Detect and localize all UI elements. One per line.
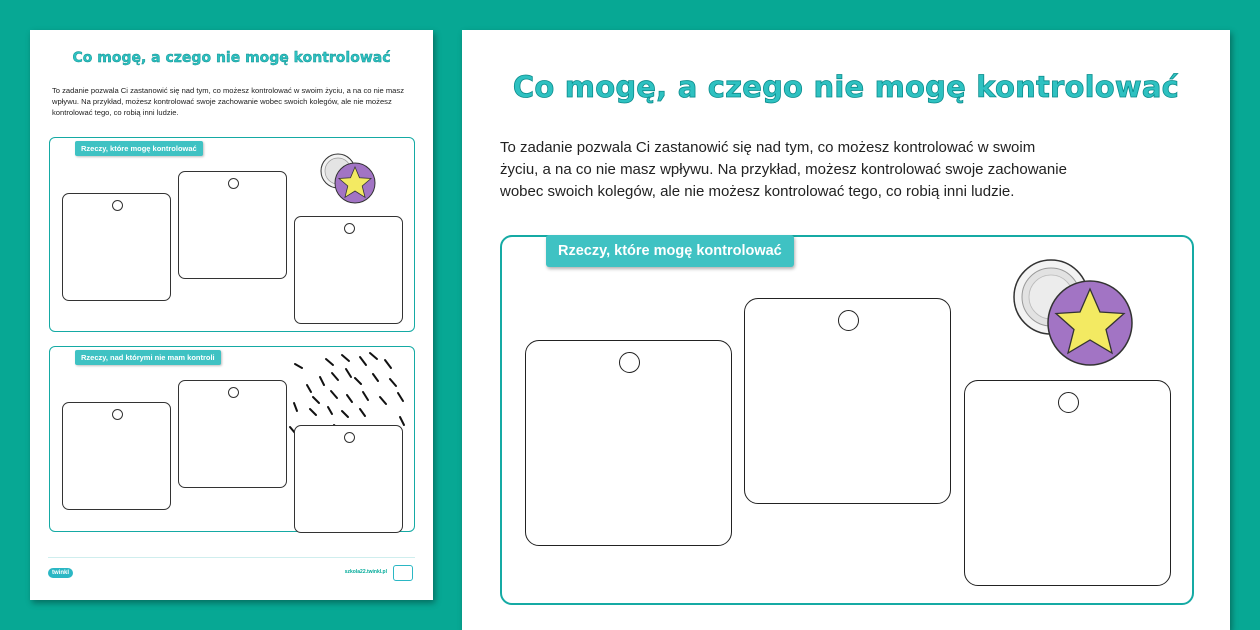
thumbnail-card — [178, 171, 287, 279]
footer-url: szkola22.twinkl.pl — [344, 569, 387, 575]
thumbnail-section-cannot-label: Rzeczy, nad którymi nie mam kontroli — [75, 350, 221, 365]
thumbnail-intro: To zadanie pozwala Ci zastanowić się nad tym, co możesz kontrolować w swoim życiu, a na co nie masz wpływu. Na przykład, możesz kontrolować swoje zachowanie wobec swoich kolegów, ale nie możesz kontrolować tego, co robią inni ludzie. — [52, 86, 404, 117]
intro-text — [500, 137, 1200, 203]
intro-line: To zadanie pozwala Ci zastanowić się nad tym, co możesz kontrolować w swoim — [500, 139, 1036, 156]
twinkl-logo: twinkl — [48, 568, 73, 578]
thumbnail-card — [178, 380, 287, 488]
thumbnail-card — [294, 425, 403, 533]
star-badge-icon — [318, 150, 384, 210]
section-can-control — [500, 235, 1194, 605]
intro-line: życiu, a na co nie masz wpływu. Na przykład, możesz kontrolować swoje zachowanie — [500, 161, 1067, 178]
page-title: Co mogę, a czego nie mogę kontrolować — [512, 70, 1180, 104]
writing-card[interactable] — [964, 380, 1171, 586]
thumbnail-card — [62, 193, 171, 301]
intro-line: wobec swoich kolegów, ale nie możesz kontrolować tego, co robią inni ludzie. — [500, 183, 1015, 200]
footer-divider — [48, 557, 415, 558]
thumbnail-section-can-control — [49, 137, 415, 332]
writing-card[interactable] — [525, 340, 732, 546]
thumbnail-section-cannot-control — [49, 346, 415, 532]
thumbnail-card — [294, 216, 403, 324]
worksheet-zoom — [462, 30, 1230, 630]
thumbnail-title: Co mogę, a czego nie mogę kontrolować — [72, 50, 391, 66]
thumbnail-section-can-label: Rzeczy, które mogę kontrolować — [75, 141, 203, 156]
section-can-label: Rzeczy, które mogę kontrolować — [546, 235, 794, 267]
thumbnail-card — [62, 402, 171, 510]
writing-card[interactable] — [744, 298, 951, 504]
star-badge-icon — [1011, 257, 1136, 369]
footer-badge-icon — [393, 565, 413, 581]
worksheet-thumbnail — [30, 30, 433, 600]
